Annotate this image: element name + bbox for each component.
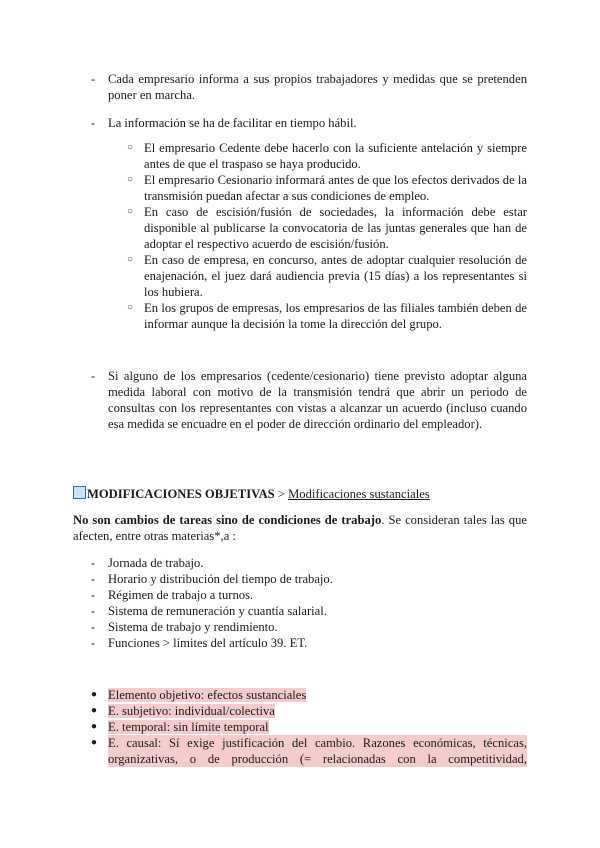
heading-bold: MODIFICACIONES OBJETIVAS [87,487,275,501]
sub-list-item-text: El empresario Cedente debe hacerlo con la suficiente antelación y siempre antes de que el traspaso se haya producido. [144,141,527,171]
circle-bullet-icon: ○ [127,174,134,185]
sub-list-item-text: En caso de empresa, en concurso, antes de adoptar cualquier resolución de enajenación, el juez dará audiencia previa (15 días) a los representantes si los hubiera. [144,253,527,299]
sub-list-item-text: En caso de escisión/fusión de sociedades, la información debe estar disponible al publicarse la convocatoria de las juntas generales que han de adoptar el respectivo acuerdo de escisión/fusión. [144,205,527,251]
bullet-icon: ● [91,737,98,748]
list-item-text: Funciones > límites del artículo 39. ET. [108,636,308,650]
list-item-text: Elemento objetivo: efectos sustanciales [108,688,307,702]
bullet-icon: ● [91,705,98,716]
sub-list-item-text: El empresario Cesionario informará antes de que los efectos derivados de la transmisión puedan afectar a sus condiciones de empleo. [144,173,527,203]
intro-paragraph [73,512,527,544]
list-item-text: Horario y distribución del tiempo de trabajo. [108,572,333,586]
list-item-text: Sistema de trabajo y rendimiento. [108,620,278,634]
list-item-text: Cada empresario informa a sus propios trabajadores y medidas que se pretenden poner en marcha. [108,72,527,102]
dash-marker: - [91,72,96,86]
dash-marker: - [91,604,96,618]
list-item-text: Régimen de trabajo a turnos. [108,588,254,602]
list-item-text-line-1: E. causal: Sí exige justificación del cambio. Razones económicas, técnicas, [108,736,527,750]
dash-marker: - [91,588,96,602]
sub-list-item-text: En los grupos de empresas, los empresarios de las filiales también deben de informar aunque la decisión la tome la dirección del grupo. [144,301,527,331]
circle-bullet-icon: ○ [127,142,134,153]
dash-marker: - [91,369,96,383]
list-item-text: Si alguno de los empresarios (cedente/cesionario) tiene previsto adoptar alguna medida laboral con motivo de la transmisión tendrá que abrir un periodo de consultas con los representantes con vistas a alcanzar un acuerdo (incluso cuando esa medida se encuadre en el poder de dirección ordinario del empleador). [108,369,527,431]
checkbox-icon[interactable] [73,486,86,499]
list-item-text: Sistema de remuneración y cuantía salarial. [108,604,327,618]
intro-bold: No son cambios de tareas sino de condiciones de trabajo [73,513,382,527]
heading-link[interactable]: Modificaciones sustanciales [288,487,430,501]
section-heading [73,486,533,502]
list-item-text: E. subjetivo: individual/colectiva [108,704,275,718]
circle-bullet-icon: ○ [127,254,134,265]
dash-marker: - [91,620,96,634]
list-item-text: E. temporal: sin límite temporal [108,720,269,734]
dash-marker: - [91,572,96,586]
list-item-text-line-2: organizativas, o de producción (= relacionadas con la competitividad, [108,752,527,766]
list-item-text: Jornada de trabajo. [108,556,204,570]
dash-marker: - [91,636,96,650]
dash-marker: - [91,556,96,570]
heading-separator: > [274,487,289,501]
bullet-icon: ● [91,689,98,700]
circle-bullet-icon: ○ [127,302,134,313]
intro-rest: . Se consideran tales las que afecten, entre otras materias*,a : [73,513,527,543]
dash-marker: - [91,116,96,130]
list-item-text: La información se ha de facilitar en tiempo hábil. [108,116,357,130]
circle-bullet-icon: ○ [127,206,134,217]
bullet-icon: ● [91,721,98,732]
